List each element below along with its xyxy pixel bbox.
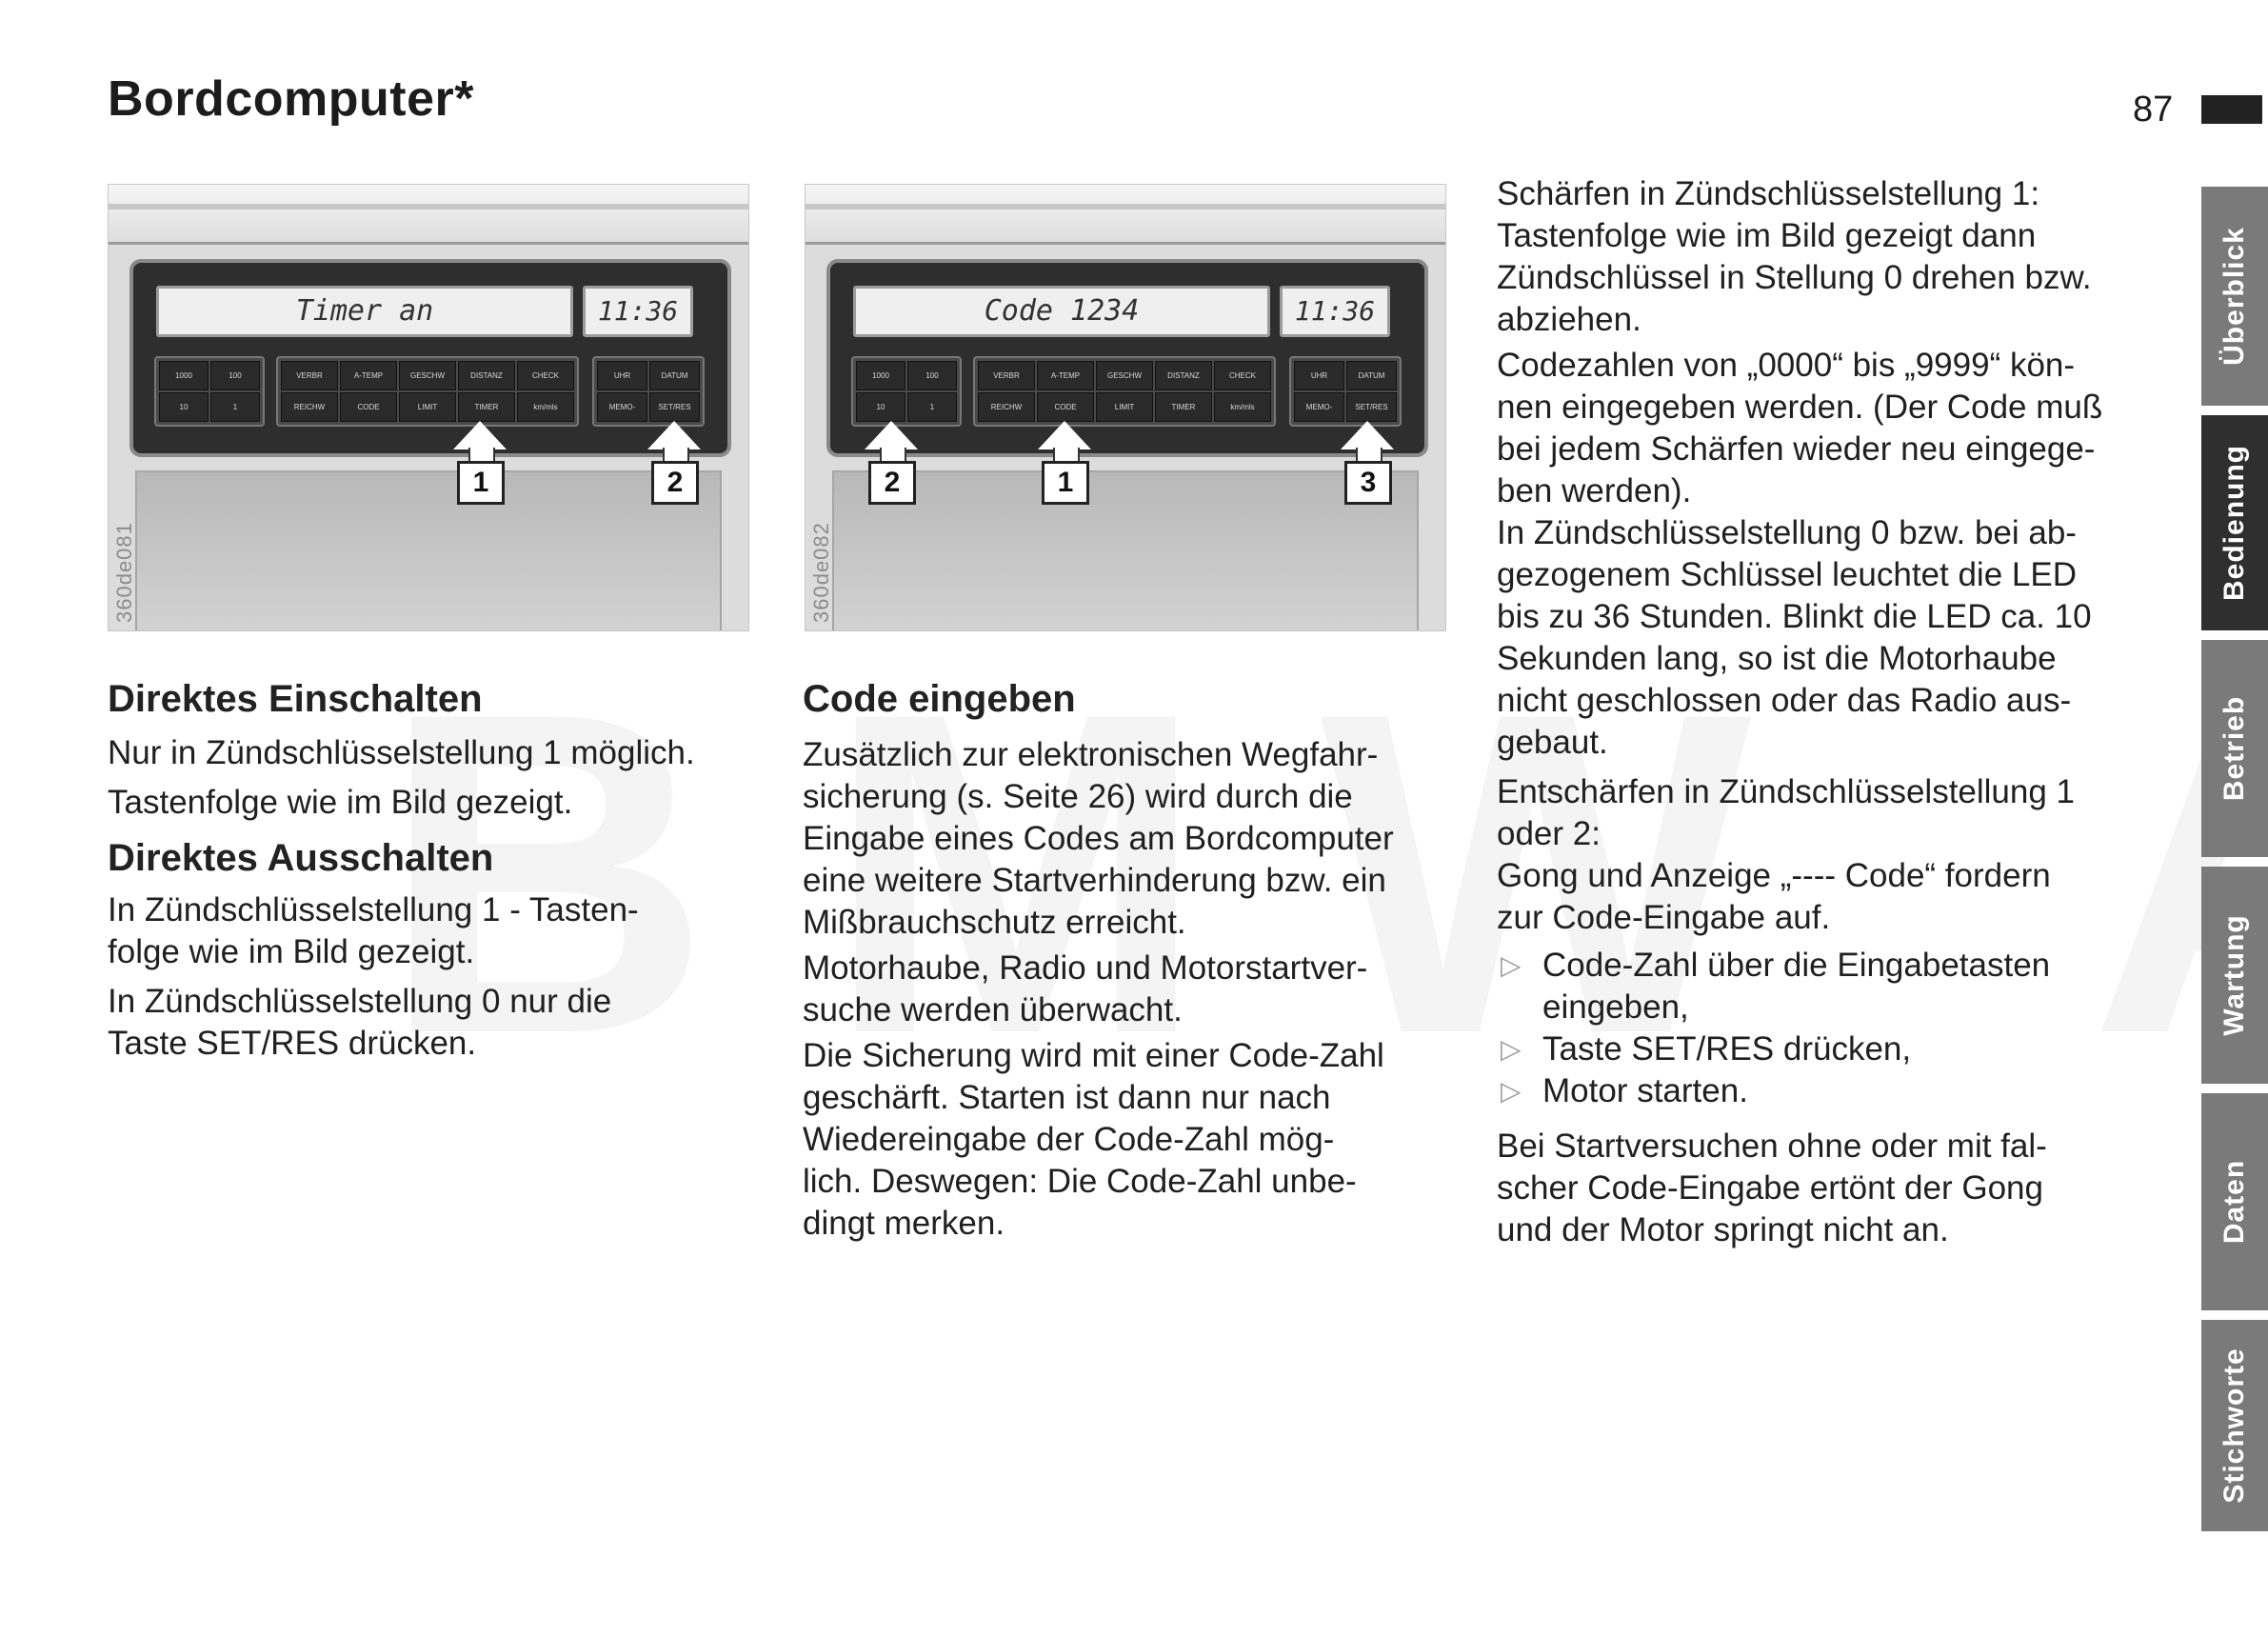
figure-direct-switch bbox=[108, 184, 749, 631]
paragraph bbox=[1497, 1126, 2182, 1251]
text-line: bis zu 36 Stunden. Blinkt die LED ca. 10 bbox=[1497, 598, 2092, 635]
dashboard-top-trim bbox=[109, 185, 748, 245]
text-line: abziehen. bbox=[1497, 301, 1641, 338]
display-clock: 11:36 bbox=[583, 286, 693, 337]
dashboard-lower-panel bbox=[135, 470, 722, 630]
btn-10[interactable]: 10 bbox=[159, 392, 209, 422]
btn-verbr[interactable]: VERBR bbox=[281, 361, 338, 390]
btn-set-res[interactable]: SET/RES bbox=[1346, 392, 1397, 422]
triangle-bullet-icon: ▷ bbox=[1501, 1034, 1522, 1064]
text-line: lich. Deswegen: Die Code-Zahl unbe- bbox=[803, 1163, 1357, 1200]
tab-stichworte[interactable]: Stichworte bbox=[2201, 1320, 2268, 1531]
text-line: sicherung (s. Seite 26) wird durch die bbox=[803, 778, 1353, 815]
btn-datum[interactable]: DATUM bbox=[649, 361, 700, 390]
function-buttons bbox=[276, 356, 579, 427]
btn-set-res[interactable]: SET/RES bbox=[649, 392, 700, 422]
text-line: Zündschlüssel in Stellung 0 drehen bzw. bbox=[1497, 259, 2092, 296]
page-marker bbox=[2201, 95, 2262, 124]
btn-geschw[interactable]: GESCHW bbox=[1096, 361, 1153, 390]
btn-distanz[interactable]: DISTANZ bbox=[458, 361, 515, 390]
btn-code[interactable]: CODE bbox=[1037, 392, 1094, 422]
text-line: In Zündschlüsselstellung 0 bzw. bei ab- bbox=[1497, 514, 2077, 551]
btn-1000[interactable]: 1000 bbox=[159, 361, 209, 390]
right-column bbox=[1497, 173, 2182, 1251]
btn-reichw[interactable]: REICHW bbox=[281, 392, 338, 422]
btn-100[interactable]: 100 bbox=[907, 361, 957, 390]
heading-direktes-einschalten: Direktes Einschalten bbox=[108, 678, 483, 720]
paragraph bbox=[803, 948, 1469, 1031]
bordcomputer-bezel bbox=[129, 259, 731, 457]
paragraph bbox=[803, 734, 1469, 944]
text-line: Sekunden lang, so ist die Motorhaube bbox=[1497, 640, 2057, 677]
text-line: Bei Startversuchen ohne oder mit fal- bbox=[1497, 1128, 2047, 1165]
text-line: Wiedereingabe der Code-Zahl mög- bbox=[803, 1121, 1335, 1158]
tab-ueberblick[interactable]: Überblick bbox=[2201, 187, 2268, 406]
paragraph: Nur in Zündschlüsselstellung 1 möglich. bbox=[108, 734, 695, 771]
btn-km-mls[interactable]: km/mls bbox=[517, 392, 574, 422]
bullet-item bbox=[1497, 1028, 2182, 1070]
text-line: gezogenem Schlüssel leuchtet die LED bbox=[1497, 556, 2077, 593]
text-line: Taste SET/RES drücken. bbox=[108, 1025, 477, 1062]
text-line: gebaut. bbox=[1497, 724, 1608, 761]
text-line: eingeben, bbox=[1542, 988, 1689, 1026]
text-line: und der Motor springt nicht an. bbox=[1497, 1211, 1949, 1248]
tab-bedienung[interactable]: Bedienung bbox=[2201, 415, 2268, 630]
marker-1: 1 bbox=[457, 461, 505, 505]
marker-2: 2 bbox=[868, 461, 916, 505]
bullet-item bbox=[1497, 945, 2182, 1028]
digit-buttons bbox=[154, 356, 265, 427]
digit-buttons bbox=[851, 356, 962, 427]
text-line: Gong und Anzeige „---- Code“ fordern bbox=[1497, 857, 2051, 894]
middle-column bbox=[803, 678, 1469, 1245]
clock-buttons bbox=[592, 356, 705, 427]
display-main: Code 1234 bbox=[853, 286, 1270, 337]
paragraph bbox=[1497, 345, 2182, 512]
function-buttons bbox=[973, 356, 1276, 427]
tab-wartung[interactable]: Wartung bbox=[2201, 867, 2268, 1084]
btn-km-mls[interactable]: km/mls bbox=[1214, 392, 1271, 422]
text-line: Entschärfen in Zündschlüsselstellung 1 bbox=[1497, 773, 2076, 810]
figure-code-entry bbox=[805, 184, 1446, 631]
btn-geschw[interactable]: GESCHW bbox=[399, 361, 456, 390]
text-line: Mißbrauchschutz erreicht. bbox=[803, 904, 1186, 941]
heading-direktes-ausschalten: Direktes Ausschalten bbox=[108, 837, 494, 879]
text-line: eine weitere Startverhinderung bzw. ein bbox=[803, 862, 1386, 899]
text-line: geschärft. Starten ist dann nur nach bbox=[803, 1079, 1331, 1116]
btn-distanz[interactable]: DISTANZ bbox=[1155, 361, 1212, 390]
text-line: folge wie im Bild gezeigt. bbox=[108, 933, 475, 970]
btn-a-temp[interactable]: A-TEMP bbox=[340, 361, 397, 390]
text-line: zur Code-Eingabe auf. bbox=[1497, 899, 1831, 936]
btn-10[interactable]: 10 bbox=[856, 392, 905, 422]
btn-datum[interactable]: DATUM bbox=[1346, 361, 1397, 390]
heading-code-eingeben: Code eingeben bbox=[803, 678, 1076, 720]
dashboard-lower-panel bbox=[832, 470, 1419, 630]
paragraph bbox=[803, 1035, 1469, 1245]
btn-limit[interactable]: LIMIT bbox=[399, 392, 456, 422]
btn-check[interactable]: CHECK bbox=[517, 361, 574, 390]
text-line: nen eingegeben werden. (Der Code muß bbox=[1497, 389, 2103, 426]
paragraph: Tastenfolge wie im Bild gezeigt. bbox=[108, 784, 573, 821]
triangle-bullet-icon: ▷ bbox=[1501, 950, 1522, 980]
btn-code[interactable]: CODE bbox=[340, 392, 397, 422]
btn-1[interactable]: 1 bbox=[210, 392, 260, 422]
page-number: 87 bbox=[2133, 90, 2174, 130]
tab-daten[interactable]: Daten bbox=[2201, 1093, 2268, 1310]
paragraph bbox=[1497, 173, 2182, 341]
display-main: Timer an bbox=[156, 286, 573, 337]
paragraph bbox=[108, 981, 774, 1065]
paragraph bbox=[1497, 512, 2182, 764]
btn-uhr[interactable]: UHR bbox=[597, 361, 647, 390]
text-line: Code-Zahl über die Eingabetasten bbox=[1542, 947, 2051, 984]
btn-a-temp[interactable]: A-TEMP bbox=[1037, 361, 1094, 390]
text-line: suche werden überwacht. bbox=[803, 991, 1183, 1028]
btn-memo[interactable]: MEMO- bbox=[597, 392, 647, 422]
text-line: Codezahlen von „0000“ bis „9999“ kön- bbox=[1497, 347, 2076, 384]
triangle-bullet-icon: ▷ bbox=[1501, 1076, 1522, 1106]
marker-1: 1 bbox=[1042, 461, 1089, 505]
page-title: Bordcomputer* bbox=[108, 71, 474, 127]
btn-check[interactable]: CHECK bbox=[1214, 361, 1271, 390]
text-line: scher Code-Eingabe ertönt der Gong bbox=[1497, 1169, 2043, 1207]
text-line: Taste SET/RES drücken, bbox=[1542, 1030, 1912, 1068]
btn-1[interactable]: 1 bbox=[907, 392, 957, 422]
marker-2: 2 bbox=[651, 461, 699, 505]
btn-verbr[interactable]: VERBR bbox=[978, 361, 1035, 390]
marker-3: 3 bbox=[1344, 461, 1392, 505]
text-line: ben werden). bbox=[1497, 472, 1692, 509]
dashboard-top-trim bbox=[806, 185, 1445, 245]
text-line: bei jedem Schärfen wieder neu eingege- bbox=[1497, 430, 2096, 468]
text-line: Motorhaube, Radio und Motorstartver- bbox=[803, 949, 1368, 987]
btn-1000[interactable]: 1000 bbox=[856, 361, 905, 390]
text-line: Tastenfolge wie im Bild gezeigt dann bbox=[1497, 217, 2037, 254]
text-line: dingt merken. bbox=[803, 1205, 1005, 1242]
btn-reichw[interactable]: REICHW bbox=[978, 392, 1035, 422]
btn-memo[interactable]: MEMO- bbox=[1294, 392, 1344, 422]
text-line: Schärfen in Zündschlüsselstellung 1: bbox=[1497, 175, 2040, 212]
paragraph bbox=[1497, 771, 2182, 939]
left-column bbox=[108, 678, 774, 1065]
btn-100[interactable]: 100 bbox=[210, 361, 260, 390]
display-clock: 11:36 bbox=[1280, 286, 1390, 337]
btn-uhr[interactable]: UHR bbox=[1294, 361, 1344, 390]
text-line: oder 2: bbox=[1497, 815, 1601, 852]
text-line: In Zündschlüsselstellung 1 - Tasten- bbox=[108, 891, 639, 928]
btn-timer[interactable]: TIMER bbox=[1155, 392, 1212, 422]
figure-code: 360de082 bbox=[809, 522, 833, 623]
btn-timer[interactable]: TIMER bbox=[458, 392, 515, 422]
tab-betrieb[interactable]: Betrieb bbox=[2201, 640, 2268, 857]
bullet-item bbox=[1497, 1070, 2182, 1112]
btn-limit[interactable]: LIMIT bbox=[1096, 392, 1153, 422]
text-line: Die Sicherung wird mit einer Code-Zahl bbox=[803, 1037, 1384, 1074]
figure-code: 360de081 bbox=[112, 522, 136, 623]
text-line: Zusätzlich zur elektronischen Wegfahr- bbox=[803, 736, 1379, 773]
text-line: In Zündschlüsselstellung 0 nur die bbox=[108, 983, 612, 1020]
clock-buttons bbox=[1289, 356, 1402, 427]
text-line: Motor starten. bbox=[1542, 1072, 1748, 1109]
text-line: nicht geschlossen oder das Radio aus- bbox=[1497, 682, 2072, 719]
paragraph bbox=[108, 889, 774, 973]
text-line: Eingabe eines Codes am Bordcomputer bbox=[803, 820, 1394, 857]
